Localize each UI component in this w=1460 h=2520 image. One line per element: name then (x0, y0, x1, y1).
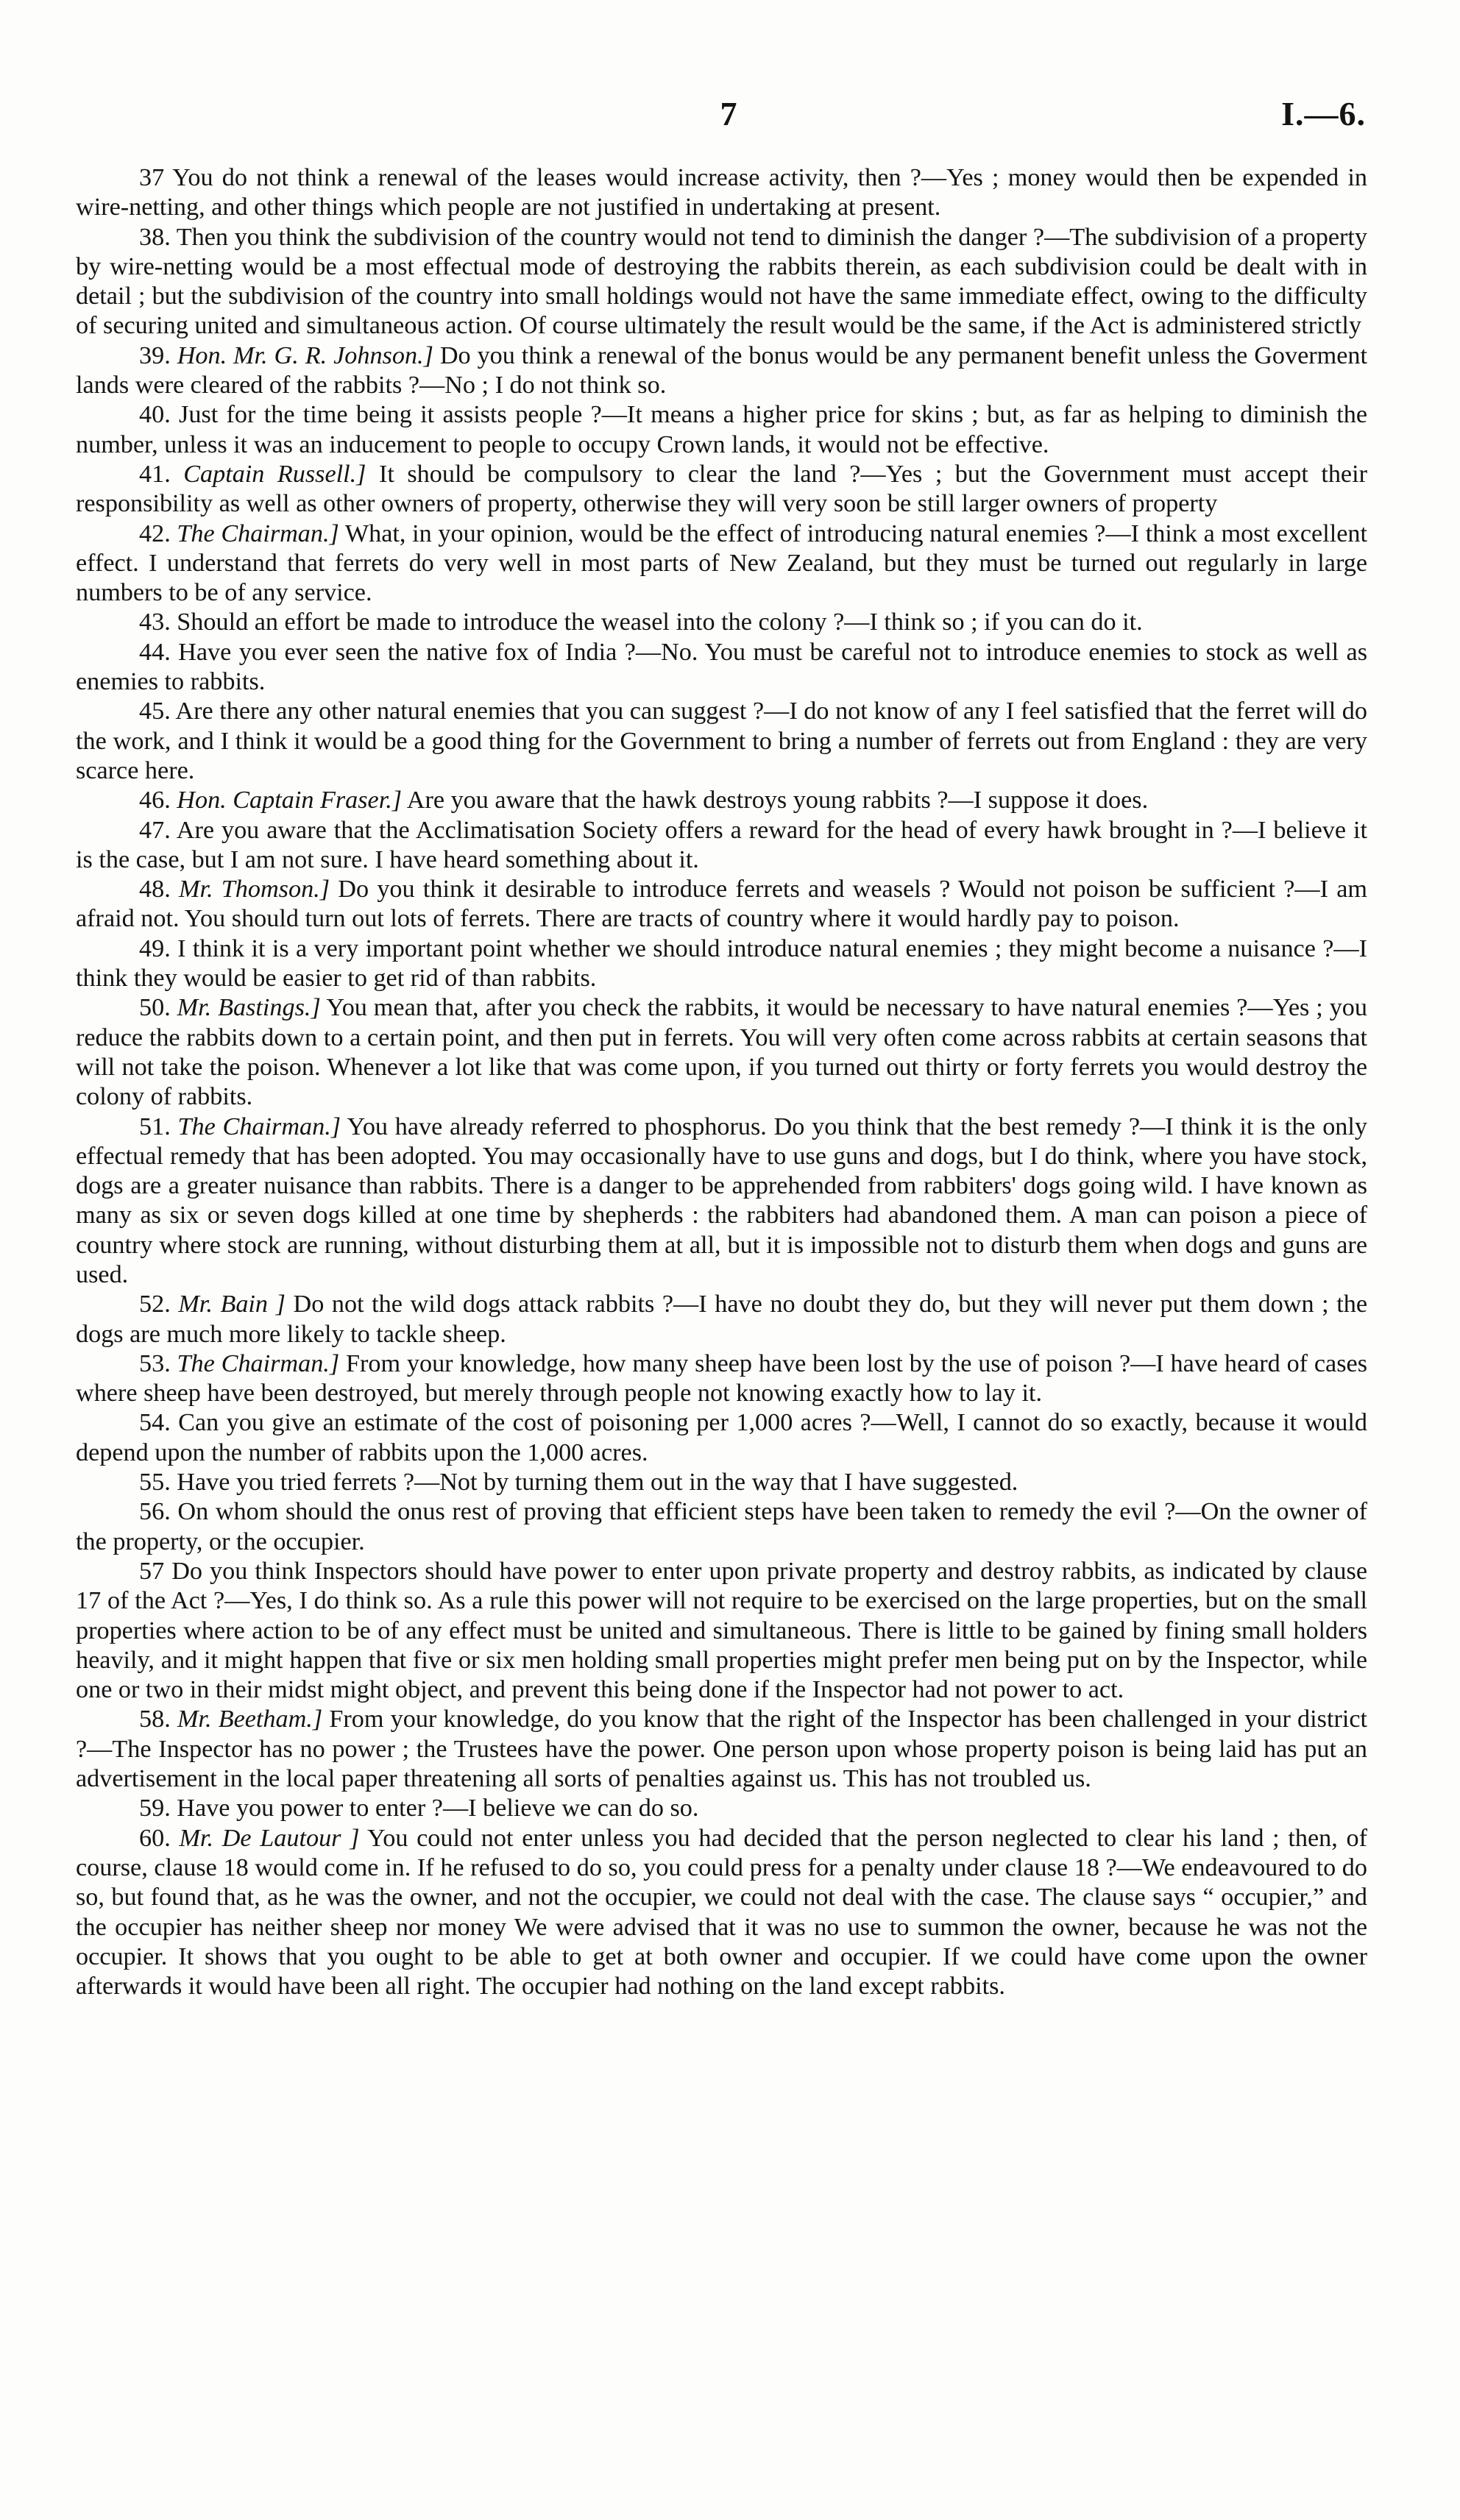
paragraph-text: Do you think a renewal of the bonus would be any permanent benefit unless the Goverment lands were cleared of the rabbits ?—No ; I do not think so. (76, 341, 1367, 400)
question-paragraph (76, 786, 1367, 815)
question-number: 48. (139, 876, 179, 904)
question-paragraph (76, 223, 1367, 341)
question-number: 46. (139, 787, 177, 814)
question-number: 51. (139, 1112, 178, 1140)
paragraph-text: It should be compulsory to clear the land ?—Yes ; but the Government must accept their responsibility as well as other owners of property, otherwise they will very soon be still larger owners of property (76, 460, 1367, 518)
paragraph-text: 38. Then you think the subdivision of the country would not tend to diminish the danger ?—The subdivision of a property by wire-netting would be a most effectual mode of destroying the rabbits therein, as each subdivision could be dealt with in detail ; but the subdivision of the country into small holdings would not have the same immediate effect, owing to the difficulty of securing united and simultaneous action. Of course ultimately the result would be the same, if the Act is administered strictly (76, 223, 1367, 340)
paragraph-text: 55. Have you tried ferrets ?—Not by turning them out in the way that I have suggested. (139, 1469, 1018, 1497)
question-number: 53. (139, 1349, 177, 1377)
paragraph-text: 47. Are you aware that the Acclimatisation Society offers a reward for the head of every hawk brought in ?—I believe it is the case, but I am not sure. I have heard something about it. (76, 816, 1367, 873)
question-paragraph (76, 460, 1367, 519)
document-reference: I.—6. (1281, 95, 1366, 132)
question-paragraph (76, 638, 1367, 698)
evidence-transcript (76, 163, 1367, 2001)
paragraph-text: You mean that, after you check the rabbits, it would be necessary to have natural enemies ?—Yes ; you reduce the rabbits down to a certain point, and then put in ferrets. You will very often come across rabbits at certain seasons that will not take the poison. Whenever a lot like that was come upon, if you turned out thirty or forty ferrets you would destroy the colony of rabbits. (76, 994, 1367, 1111)
speaker-name: The Chairman.] (177, 1349, 340, 1377)
paragraph-text: 43. Should an effort be made to introduce the weasel into the colony ?—I think so ; if you can do it. (139, 608, 1143, 636)
paragraph-text: You could not enter unless you had decided that the person neglected to clear his land ; then, of course, clause 18 would come in. If he refused to do so, you could press for a penalty under clause 18 ?—We endeavoured to do so, but found that, as he was the owner, and not the occupier, we could not deal with the case. The clause says “ occupier,” and the occupier has neither sheep nor money We were advised that it was no use to summon the owner, because he was not the occupier. It shows that you ought to be able to get at both owner and occupier. If we could have come upon the owner afterwards it would have been all right. The occupier had nothing on the land except rabbits. (76, 1824, 1367, 2001)
question-paragraph (76, 1794, 1367, 1823)
question-paragraph (76, 163, 1367, 223)
question-paragraph (76, 1349, 1367, 1409)
question-paragraph (76, 1290, 1367, 1349)
question-number: 60. (139, 1824, 180, 1852)
paragraph-text: Are you aware that the hawk destroys young rabbits ?—I suppose it does. (402, 787, 1149, 814)
paragraph-text: 40. Just for the time being it assists people ?—It means a higher price for skins ; but, as far as helping to diminish the number, unless it was an inducement to people to occupy Crown lands, it would not be effective. (76, 401, 1367, 458)
paragraph-text: From your knowledge, do you know that the right of the Inspector has been challenged in your district ?—The Inspector has no power ; the Trustees have the power. One person upon whose property poison is being laid has put an advertisement in the local paper threatening all sorts of penalties against us. This has not troubled us. (76, 1706, 1368, 1793)
question-paragraph (76, 816, 1367, 876)
speaker-name: The Chairman.] (177, 519, 339, 547)
question-paragraph (76, 1557, 1367, 1705)
speaker-name: Mr. Bastings.] (177, 994, 321, 1022)
speaker-name: Mr. Bain ] (178, 1291, 286, 1318)
paragraph-text: What, in your opinion, would be the effect of introducing natural enemies ?—I think a most excellent effect. I understand that ferrets do very well in most parts of New Zealand, but they must be turned out regularly in large numbers to be of any service. (76, 519, 1367, 607)
question-number: 42. (139, 519, 177, 547)
paragraph-text: Do you think it desirable to introduce ferrets and weasels ? Would not poison be sufficient ?—I am afraid not. You should turn out lots of ferrets. There are tracts of country where it would hardly pay to poison. (76, 876, 1367, 933)
question-paragraph (76, 1705, 1367, 1794)
speaker-name: Captain Russell.] (183, 460, 366, 488)
question-paragraph (76, 519, 1367, 608)
page-header (0, 94, 1460, 138)
question-paragraph (76, 934, 1367, 994)
speaker-name: Mr. De Lautour ] (179, 1824, 360, 1852)
speaker-name: The Chairman.] (177, 1112, 341, 1140)
paragraph-text: 57 Do you think Inspectors should have power to enter upon private property and destroy rabbits, as indicated by clause 17 of the Act ?—Yes, I do think so. As a rule this power will not require to be exercised on the large properties, but on the small properties where action to be of any effect must be united and simultaneous. There is little to be gained by fining small holders heavily, and it might happen that five or six men holding small properties might prefer men being put on by the Inspector, while one or two in their midst might object, and prevent this being done if the Inspector had not power to act. (76, 1557, 1367, 1704)
question-number: 52. (139, 1291, 179, 1318)
page-number: 7 (720, 95, 737, 132)
question-paragraph (76, 1408, 1367, 1468)
paragraph-text: 49. I think it is a very important point whether we should introduce natural enemies ; they might become a nuisance ?—I think they would be easier to get rid of than rabbits. (76, 934, 1367, 993)
question-paragraph (76, 1468, 1367, 1497)
question-paragraph (76, 875, 1367, 934)
speaker-name: Mr. Beetham.] (177, 1706, 323, 1733)
question-paragraph (76, 697, 1367, 786)
question-number: 58. (139, 1706, 177, 1733)
paragraph-text: From your knowledge, how many sheep have been lost by the use of poison ?—I have heard of cases where sheep have been destroyed, but merely through people not knowing exactly how to lay it. (76, 1349, 1367, 1408)
paragraph-text: 44. Have you ever seen the native fox of India ?—No. You must be careful not to introduce enemies to stock as well as enemies to rabbits. (76, 638, 1367, 696)
paragraph-text: 59. Have you power to enter ?—I believe we can do so. (139, 1795, 699, 1822)
question-number: 39. (139, 341, 177, 369)
paragraph-text: You have already referred to phosphorus. Do you think that the best remedy ?—I think it is the only effectual remedy that has been adopted. You may occasionally have to use guns and dogs, but I do think, where you have stock, dogs are a greater nuisance than rabbits. There is a danger to be apprehended from rabbiters' dogs going wild. I have known as many as six or seven dogs killed at one time by shepherds : the rabbiters had abandoned them. A man can poison a piece of country where stock are running, without disturbing them at all, but it is impossible not to disturb them when dogs and guns are used. (76, 1112, 1367, 1288)
speaker-name: Hon. Mr. G. R. Johnson.] (177, 341, 433, 369)
paragraph-text: 37 You do not think a renewal of the leases would increase activity, then ?—Yes ; money would then be expended in wire-netting, and other things which people are not justified in undertaking at present. (76, 164, 1367, 221)
speaker-name: Hon. Captain Fraser.] (177, 787, 403, 814)
question-paragraph (76, 1497, 1367, 1557)
paragraph-text: 54. Can you give an estimate of the cost of poisoning per 1,000 acres ?—Well, I cannot do so exactly, because it would depend upon the number of rabbits upon the 1,000 acres. (76, 1409, 1367, 1466)
question-paragraph (76, 341, 1367, 401)
question-paragraph (76, 993, 1367, 1112)
paragraph-text: 56. On whom should the onus rest of proving that efficient steps have been taken to remedy the evil ?—On the owner of the property, or the occupier. (76, 1498, 1367, 1555)
question-paragraph (76, 400, 1367, 460)
question-paragraph (76, 1824, 1367, 2002)
paragraph-text: 45. Are there any other natural enemies that you can suggest ?—I do not know of any I feel satisfied that the ferret will do the work, and I think it would be a good thing for the Government to bring a number of ferrets out from England : they are very scarce here. (76, 698, 1367, 784)
paragraph-text: Do not the wild dogs attack rabbits ?—I have no doubt they do, but they will never put them down ; the dogs are much more likely to tackle sheep. (76, 1291, 1367, 1348)
speaker-name: Mr. Thomson.] (179, 876, 330, 904)
question-paragraph (76, 608, 1367, 637)
question-number: 41. (139, 460, 184, 488)
question-number: 50. (139, 994, 177, 1022)
question-paragraph (76, 1112, 1367, 1291)
